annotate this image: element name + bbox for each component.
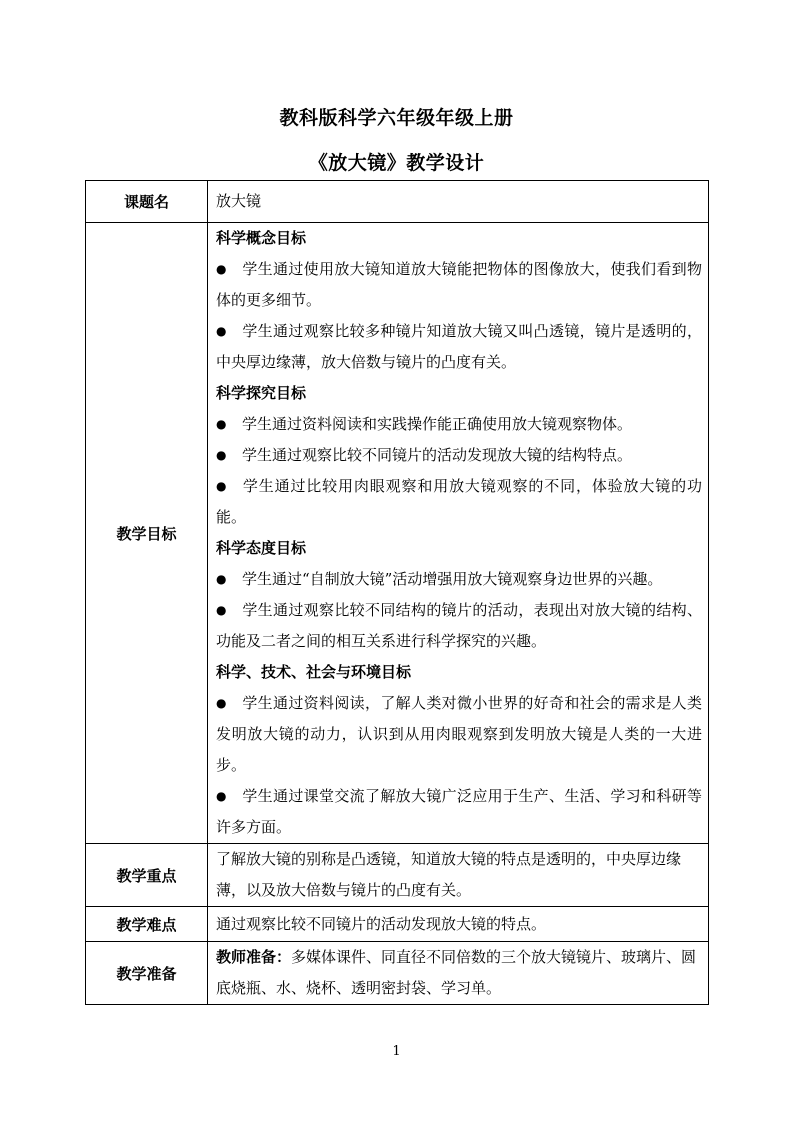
table-row-key-points <box>86 844 709 907</box>
bullet-icon: ● <box>216 262 227 276</box>
lesson-plan-table <box>85 180 709 1005</box>
table-row-difficulty <box>86 907 709 942</box>
document-title: 教科版科学六年级年级上册 <box>279 107 514 129</box>
preparation-label: 教学准备 <box>86 942 208 1005</box>
goal-item: ● 学生通过观察比较不同镜片的活动发现放大镜的结构特点。 <box>216 440 702 471</box>
goal-item: ● 学生通过资料阅读和实践操作能正确使用放大镜观察物体。 <box>216 409 702 440</box>
goal-item: ● 学生通过观察比较不同结构的镜片的活动，表现出对放大镜的结构、功能及二者之间的相互关系进行科学探究的兴趣。 <box>216 595 702 657</box>
bullet-icon: ● <box>216 417 227 431</box>
goal-item: ● 学生通过使用放大镜知道放大镜能把物体的图像放大，使我们看到物体的更多细节。 <box>216 254 702 316</box>
bullet-icon: ● <box>216 789 227 803</box>
bullet-icon: ● <box>216 572 227 586</box>
goal-item: ● 学生通过观察比较多种镜片知道放大镜又叫凸透镜，镜片是透明的，中央厚边缘薄，放大倍数与镜片的凸度有关。 <box>216 316 702 378</box>
goal-heading: 科学、技术、社会与环境目标 <box>216 663 412 681</box>
bullet-icon: ● <box>216 696 227 710</box>
topic-label: 课题名 <box>86 181 208 223</box>
goal-heading: 科学态度目标 <box>216 539 307 557</box>
teacher-prep-text: 多媒体课件、同直径不同倍数的三个放大镜镜片、玻璃片、圆底烧瓶、水、烧杯、透明密封袋、学习单。 <box>216 948 697 997</box>
goals-content <box>208 223 709 844</box>
goal-item: ● 学生通过资料阅读，了解人类对微小世界的好奇和社会的需求是人类发明放大镜的动力，认识到从用肉眼观察到发明放大镜是人类的一大进步。 <box>216 688 702 781</box>
document-subtitle: 《放大镜》教学设计 <box>308 152 485 174</box>
bullet-icon: ● <box>216 448 227 462</box>
bullet-icon: ● <box>216 479 227 493</box>
bullet-icon: ● <box>216 324 227 338</box>
table-row-preparation <box>86 942 709 1005</box>
goal-item: ● 学生通过课堂交流了解放大镜广泛应用于生产、生活、学习和科研等许多方面。 <box>216 781 702 843</box>
table-row-topic <box>86 181 709 223</box>
page-number: 1 <box>392 1044 401 1059</box>
table-row-goals <box>86 223 709 844</box>
goal-item: ● 学生通过比较用肉眼观察和用放大镜观察的不同，体验放大镜的功能。 <box>216 471 702 533</box>
goals-label: 教学目标 <box>86 223 208 844</box>
difficulty-label: 教学难点 <box>86 907 208 942</box>
key-points-value: 了解放大镜的别称是凸透镜，知道放大镜的特点是透明的，中央厚边缘薄，以及放大倍数与镜片的凸度有关。 <box>208 844 709 907</box>
key-points-label: 教学重点 <box>86 844 208 907</box>
goal-heading: 科学概念目标 <box>216 229 307 247</box>
preparation-value <box>208 942 709 1005</box>
goal-item: ● 学生通过“自制放大镜”活动增强用放大镜观察身边世界的兴趣。 <box>216 564 702 595</box>
difficulty-value: 通过观察比较不同镜片的活动发现放大镜的特点。 <box>208 907 709 942</box>
teacher-prep-lead: 教师准备： <box>216 948 292 966</box>
bullet-icon: ● <box>216 603 227 617</box>
topic-value: 放大镜 <box>208 181 709 223</box>
goal-heading: 科学探究目标 <box>216 384 307 402</box>
